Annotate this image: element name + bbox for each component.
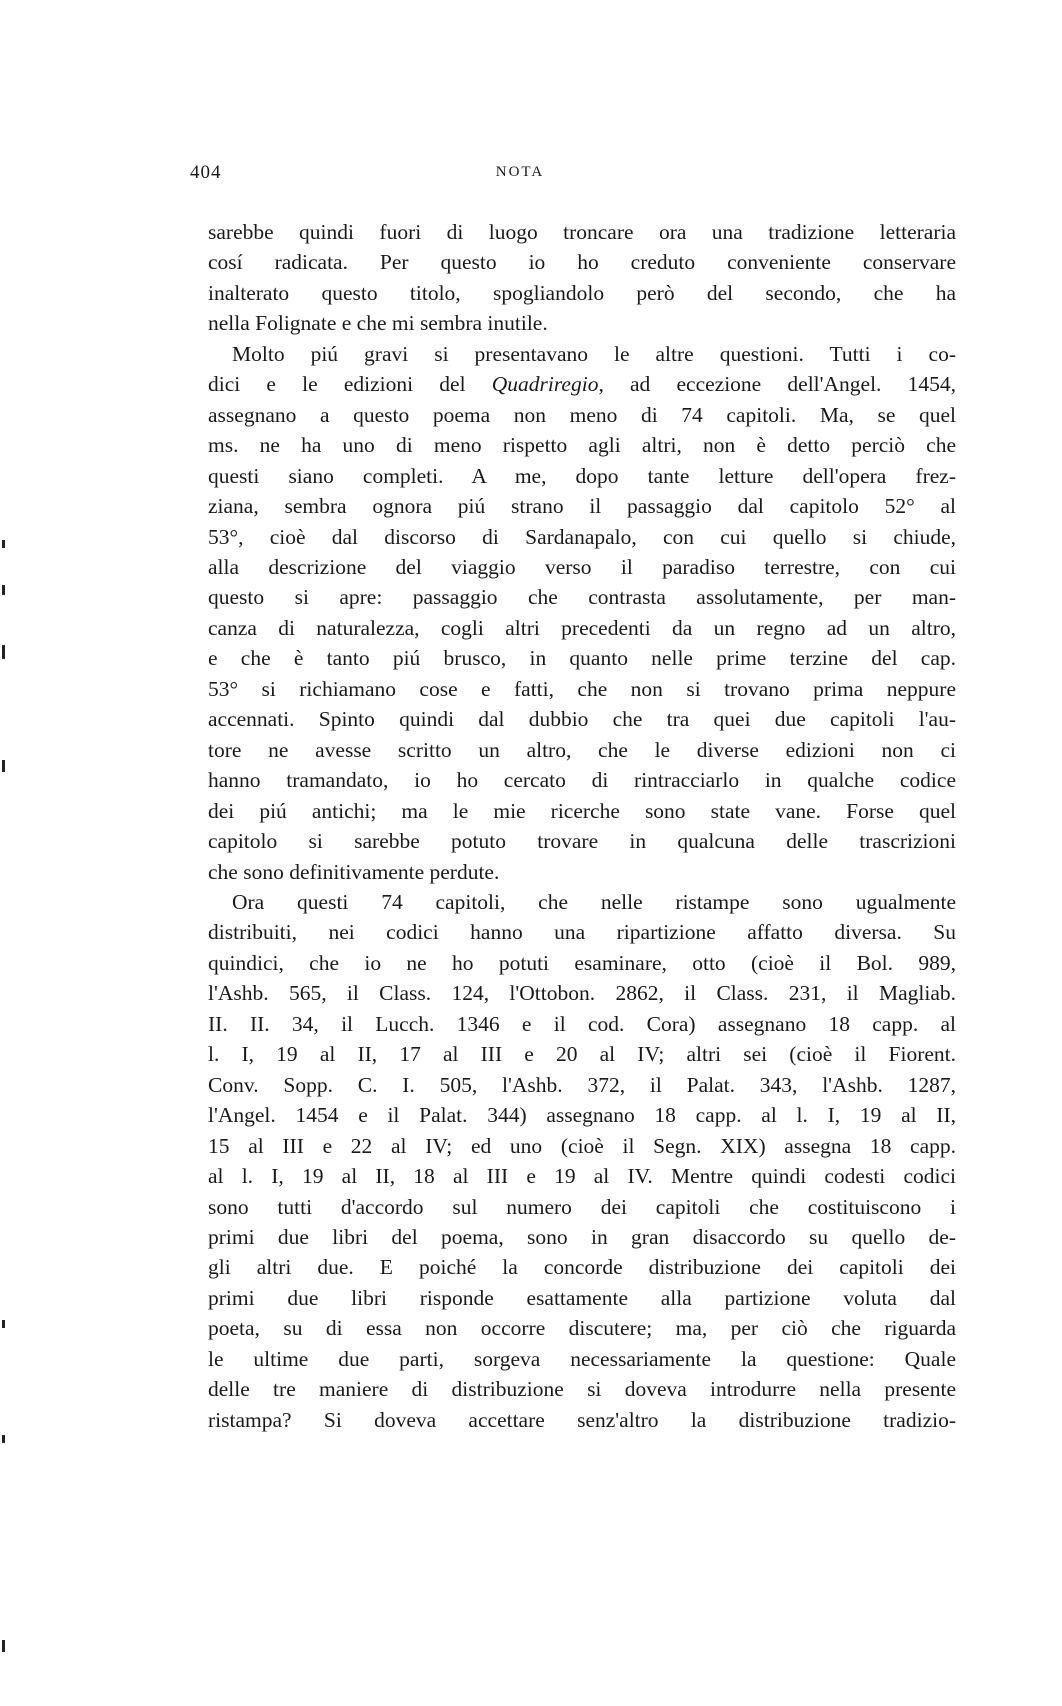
text-line: primi due libri risponde esattamente alla partizione voluta dal [208,1285,956,1310]
text-line: alla descrizione del viaggio verso il paradiso terrestre, con cui [208,554,956,579]
text-line: inalterato questo titolo, spogliandolo però del secondo, che ha [208,280,956,305]
text-line: primi due libri del poema, sono in gran disaccordo su quello de- [208,1224,956,1249]
scan-speck [2,585,5,595]
text-line: Molto piú gravi si presentavano le altre questioni. Tutti i co- [232,341,956,366]
page-number: 404 [190,162,222,183]
text-line: l. I, 19 al II, 17 al III e 20 al IV; altri sei (cioè il Fiorent. [208,1042,956,1067]
text-line: l'Ashb. 565, il Class. 124, l'Ottobon. 2862, il Class. 231, il Magliab. [208,981,956,1006]
text-line: tore ne avesse scritto un altro, che le diverse edizioni non ci [208,737,956,762]
text-line: al l. I, 19 al II, 18 al III e 19 al IV. Mentre quindi codesti codici [208,1164,956,1189]
text-line: hanno tramandato, io ho cercato di rintracciarlo in qualche codice [208,768,956,793]
text-line: delle tre maniere di distribuzione si doveva introdurre nella presente [208,1377,956,1402]
text-line: ziana, sembra ognora piú strano il passaggio dal capitolo 52° al [208,494,956,519]
text-line: nella Folignate e che mi sembra inutile. [208,311,548,336]
text-line: ms. ne ha uno di meno rispetto agli altri, non è detto perciò che [208,433,956,458]
text-line: 53° si richiamano cose e fatti, che non si trovano prima neppure [208,676,956,701]
text-line: 53°, cioè dal discorso di Sardanapalo, con cui quello si chiude, [208,524,956,549]
text-line: quindici, che io ne ho potuti esaminare, otto (cioè il Bol. 989, [208,950,956,975]
scan-speck [2,645,5,659]
text-line: poeta, su di essa non occorre discutere; ma, per ciò che riguarda [208,1316,956,1341]
text-line: che sono definitivamente perdute. [208,859,500,884]
body-text [208,217,956,1435]
running-head: NOTA [495,164,545,180]
text-line: distribuiti, nei codici hanno una ripartizione affatto diversa. Su [208,920,956,945]
text-line: assegnano a questo poema non meno di 74 capitoli. Ma, se quel [208,402,956,427]
text-line: questi siano completi. A me, dopo tante letture dell'opera frez- [208,463,956,488]
text-line: capitolo si sarebbe potuto trovare in qualcuna delle trascrizioni [208,829,956,854]
text-line: Conv. Sopp. C. I. 505, l'Ashb. 372, il Palat. 343, l'Ashb. 1287, [208,1072,956,1097]
text-line: le ultime due parti, sorgeva necessariamente la questione: Quale [208,1346,956,1371]
text-line: gli altri due. E poiché la concorde distribuzione dei capitoli dei [208,1255,956,1280]
text-line: II. II. 34, il Lucch. 1346 e il cod. Cora) assegnano 18 capp. al [208,1011,956,1036]
scan-speck [2,1320,5,1328]
scan-speck [2,1435,5,1443]
text-line: sono tutti d'accordo sul numero dei capitoli che costituiscono i [208,1194,956,1219]
text-line: accennati. Spinto quindi dal dubbio che tra quei due capitoli l'au- [208,707,956,732]
text-line: questo si apre: passaggio che contrasta assolutamente, per man- [208,585,956,610]
text-line [208,369,956,399]
scan-speck [2,760,5,772]
text-line: ristampa? Si doveva accettare senz'altro la distribuzione tradizio- [208,1407,956,1432]
scan-speck [2,1640,5,1652]
text-line: e che è tanto piú brusco, in quanto nelle prime terzine del cap. [208,646,956,671]
text-line: sarebbe quindi fuori di luogo troncare ora una tradizione letteraria [208,220,956,244]
text-line: cosí radicata. Per questo io ho creduto conveniente conservare [208,250,956,275]
text-line: Ora questi 74 capitoli, che nelle ristampe sono ugualmente [232,889,956,914]
text-line: 15 al III e 22 al IV; ed uno (cioè il Segn. XIX) assegna 18 capp. [208,1133,956,1158]
scan-speck [2,540,5,548]
text-line: l'Angel. 1454 e il Palat. 344) assegnano 18 capp. al l. I, 19 al II, [208,1103,956,1128]
text-segment: dici e le edizioni del [208,372,492,397]
italic-title: Quadriregio [491,372,599,397]
text-line: dei piú antichi; ma le mie ricerche sono state vane. Forse quel [208,798,956,823]
text-segment: , ad eccezione dell'Angel. 1454, [598,372,956,397]
text-line: canza di naturalezza, cogli altri precedenti da un regno ad un altro, [208,615,956,640]
